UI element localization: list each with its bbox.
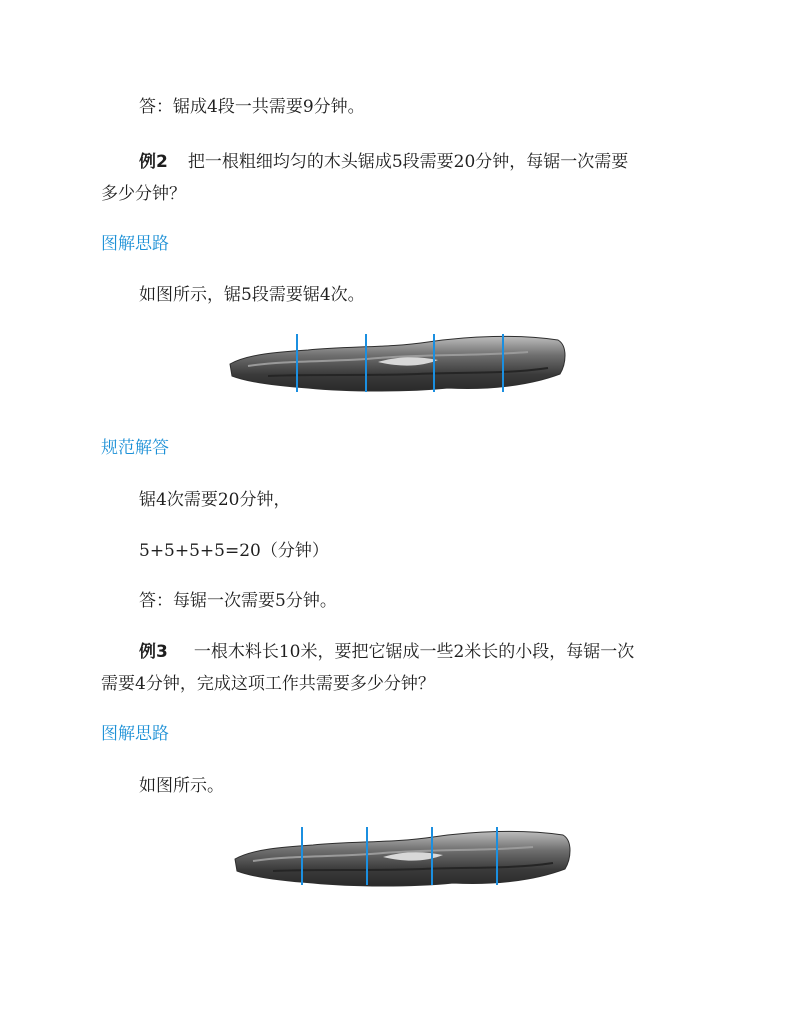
example2-solution-line2: 5+5+5+5=20（分钟）	[139, 541, 329, 561]
example2-question-line1	[139, 151, 628, 173]
example2-label: 例2	[139, 152, 168, 172]
example3-analysis-text: 如图所示。	[139, 776, 224, 796]
log-figure-2	[233, 825, 573, 889]
log-cut-icon	[228, 330, 568, 394]
example2-solution-line1: 锯4次需要20分钟，	[139, 490, 291, 510]
log-cut-icon	[233, 825, 573, 889]
log-figure-1	[228, 330, 568, 394]
example3-text-line2: 需要4分钟，完成这项工作共需要多少分钟？	[101, 674, 435, 694]
example2-analysis-heading: 图解思路	[101, 234, 169, 254]
example2-text-line2: 多少分钟？	[101, 184, 186, 204]
example3-label: 例3	[139, 642, 168, 662]
example3-analysis-heading: 图解思路	[101, 724, 169, 744]
example2-solution-heading: 规范解答	[101, 438, 169, 458]
example2-analysis-text: 如图所示，锯5段需要锯4次。	[139, 285, 365, 305]
previous-answer: 答：锯成4段一共需要9分钟。	[139, 97, 365, 117]
example2-text-line1: 把一根粗细均匀的木头锯成5段需要20分钟，每锯一次需要	[187, 152, 629, 172]
example2-answer: 答：每锯一次需要5分钟。	[139, 591, 337, 611]
example3-question-line1	[139, 641, 634, 663]
example3-text-line1: 一根木料长10米，要把它锯成一些2米长的小段，每锯一次	[193, 642, 635, 662]
